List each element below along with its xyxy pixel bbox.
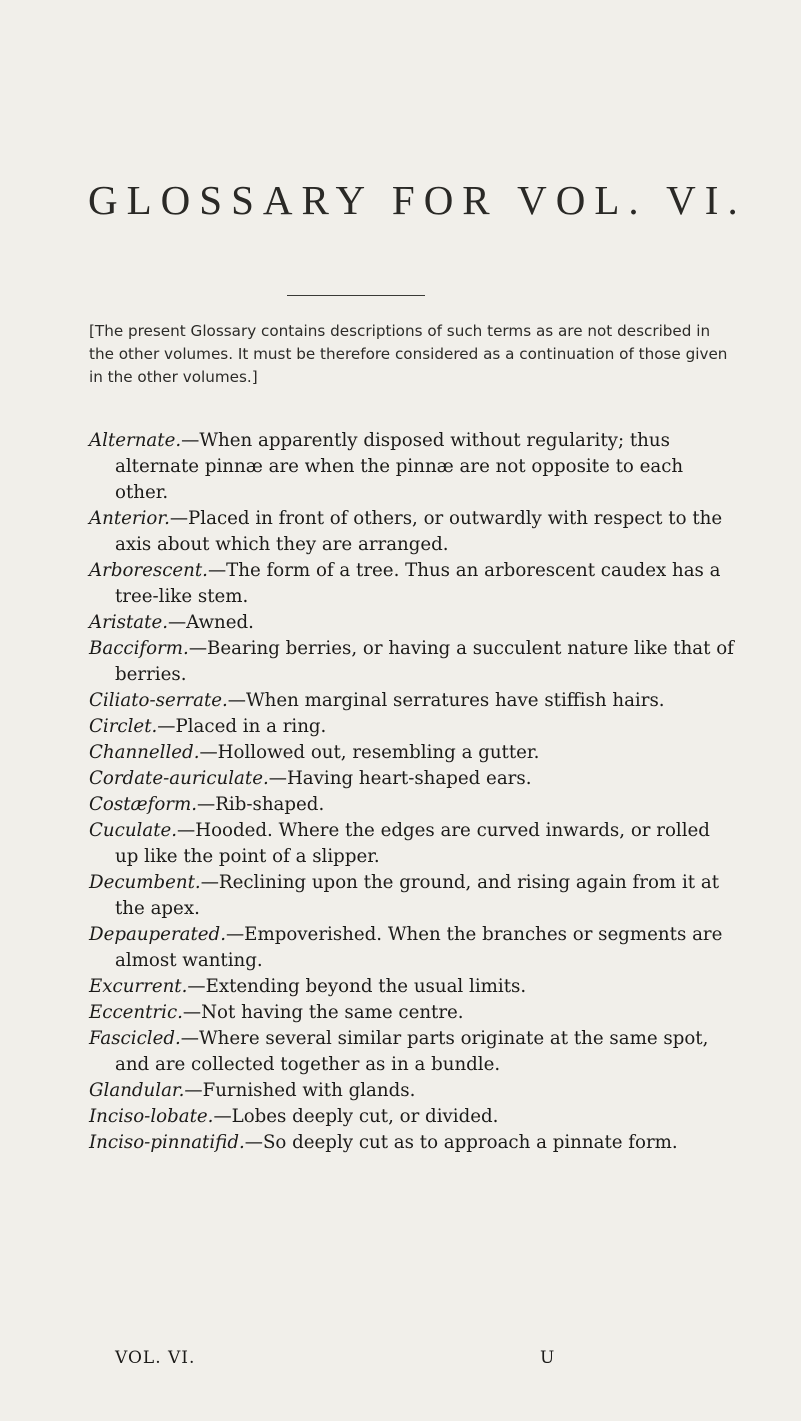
glossary-entry	[89, 714, 739, 740]
glossary-entry	[89, 1130, 739, 1156]
entry-term: Cordate-auriculate.	[89, 768, 269, 789]
entry-definition: —Having heart-shaped ears.	[268, 768, 532, 789]
glossary-entry	[89, 818, 739, 870]
entry-term: Depauperated.	[89, 924, 226, 945]
entry-definition: —When apparently disposed without regularity; thus alternate pinnæ are when the pinnæ are not opposite to each other.	[115, 430, 684, 503]
entry-term: Alternate.	[89, 430, 182, 451]
glossary-entry	[89, 766, 739, 792]
glossary-entry	[89, 636, 739, 688]
entry-term: Circlet.	[89, 716, 158, 737]
glossary-entry	[89, 558, 739, 610]
entry-definition: —When marginal serratures have stiffish hairs.	[227, 690, 665, 711]
entry-term: Channelled.	[89, 742, 200, 763]
glossary-entry	[89, 1078, 739, 1104]
glossary-entry	[89, 688, 739, 714]
entry-definition: —Placed in a ring.	[157, 716, 327, 737]
glossary-entry	[89, 740, 739, 766]
entry-term: Inciso-pinnatifid.	[89, 1132, 245, 1153]
glossary-entry	[89, 506, 739, 558]
entry-definition: —The form of a tree. Thus an arborescent caudex has a tree-like stem.	[115, 560, 721, 607]
signature-mark: U	[540, 1348, 555, 1368]
entry-definition: —Placed in front of others, or outwardly with respect to the axis about which they are arranged.	[115, 508, 723, 555]
entry-definition: —Hooded. Where the edges are curved inwards, or rolled up like the point of a slipper.	[115, 820, 710, 867]
entry-term: Fascicled.	[89, 1028, 181, 1049]
entry-term: Cuculate.	[89, 820, 178, 841]
entry-definition: —Where several similar parts originate at the same spot, and are collected together as in a bundle.	[115, 1028, 709, 1075]
entry-definition: —So deeply cut as to approach a pinnate form.	[244, 1132, 678, 1153]
entry-definition: —Empoverished. When the branches or segments are almost wanting.	[115, 924, 723, 971]
glossary-entry	[89, 428, 739, 506]
glossary-entry	[89, 610, 739, 636]
entry-term: Inciso-lobate.	[89, 1106, 214, 1127]
entry-term: Excurrent.	[89, 976, 188, 997]
entry-term: Ciliato-serrate.	[89, 690, 228, 711]
intro-note: [The present Glossary contains descriptions of such terms as are not described in the other volumes. It must be therefore considered as a continuation of those given in the other volumes.]	[89, 322, 728, 386]
entry-definition: —Rib-shaped.	[197, 794, 325, 815]
entry-definition: —Awned.	[167, 612, 254, 633]
glossary-entry	[89, 922, 739, 974]
title-rule	[287, 295, 425, 296]
entry-definition: —Lobes deeply cut, or divided.	[213, 1106, 499, 1127]
glossary-entry	[89, 870, 739, 922]
glossary-entry	[89, 974, 739, 1000]
glossary-entry	[89, 1026, 739, 1078]
entry-term: Aristate.	[89, 612, 168, 633]
page-title: GLOSSARY FOR VOL. VI.	[88, 177, 747, 223]
entry-term: Decumbent.	[89, 872, 201, 893]
entry-definition: —Reclining upon the ground, and rising again from it at the apex.	[115, 872, 720, 919]
entry-definition: —Not having the same centre.	[182, 1002, 464, 1023]
entry-term: Anterior.	[89, 508, 170, 529]
entry-term: Glandular.	[89, 1080, 185, 1101]
glossary-list	[89, 428, 739, 1156]
glossary-entry	[89, 1104, 739, 1130]
entry-term: Eccentric.	[89, 1002, 183, 1023]
entry-term: Costæform.	[89, 794, 198, 815]
entry-term: Arborescent.	[89, 560, 208, 581]
entry-definition: —Hollowed out, resembling a gutter.	[199, 742, 540, 763]
entry-definition: —Extending beyond the usual limits.	[187, 976, 527, 997]
entry-term: Bacciform.	[89, 638, 189, 659]
entry-definition: —Bearing berries, or having a succulent nature like that of berries.	[115, 638, 734, 685]
volume-marker: VOL. VI.	[115, 1348, 196, 1368]
glossary-entry	[89, 1000, 739, 1026]
glossary-entry	[89, 792, 739, 818]
entry-definition: —Furnished with glands.	[184, 1080, 416, 1101]
